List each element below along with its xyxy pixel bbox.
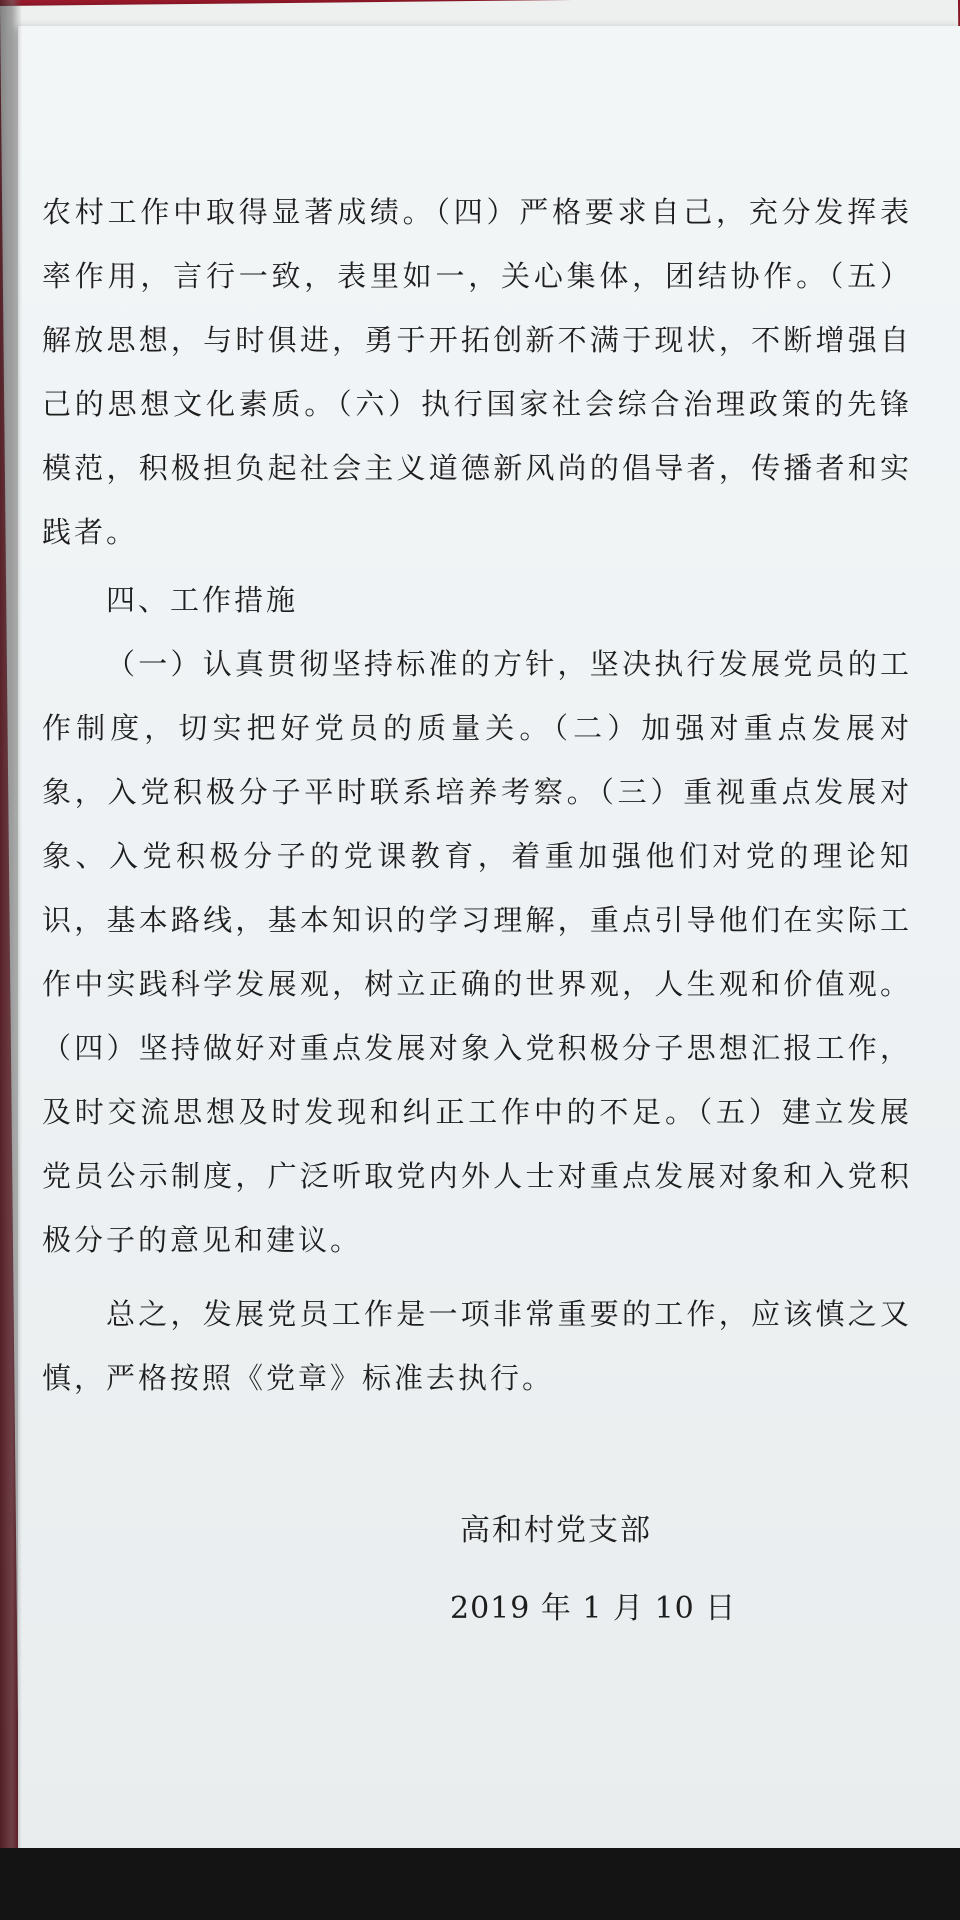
paragraph-conclusion: 总之，发展党员工作是一项非常重要的工作，应该慎之又慎，严格按照《党章》标准去执行。 xyxy=(42,1297,912,1395)
document-body xyxy=(42,180,912,1410)
signature-organization: 高和村党支部 xyxy=(460,1513,652,1548)
dark-table-edge xyxy=(0,1848,960,1920)
paragraph-measures: （一）认真贯彻坚持标准的方针，坚决执行发展党员的工作制度，切实把好党员的质量关。（二）加强对重点发展对象，入党积极分子平时联系培养考察。（三）重视重点发展对象、入党积极分子的党课教育，着重加强他们对党的理论知识，基本路线，基本知识的学习理解，重点引导他们在实际工作中实践科学发展观，树立正确的世界观，人生观和价值观。（四）坚持做好对重点发展对象入党积极分子思想汇报工作，及时交流思想及时发现和纠正工作中的不足。（五）建立发展党员公示制度，广泛听取党内外人士对重点发展对象和入党积极分子的意见和建议。 xyxy=(42,647,912,1257)
signature-date: 2019 年 1 月 10 日 xyxy=(450,1591,737,1626)
paragraph-continued: 农村工作中取得显著成绩。（四）严格要求自己，充分发挥表率作用，言行一致，表里如一，关心集体，团结协作。（五）解放思想，与时俱进，勇于开拓创新不满于现状，不断增强自己的思想文化素质。（六）执行国家社会综合治理政策的先锋模范，积极担负起社会主义道德新风尚的倡导者，传播者和实践者。 xyxy=(42,195,912,549)
section-heading-work-measures: 四、工作措施 xyxy=(106,583,299,617)
signature-block xyxy=(450,1505,736,1627)
page-edge-shadow xyxy=(0,0,22,1850)
